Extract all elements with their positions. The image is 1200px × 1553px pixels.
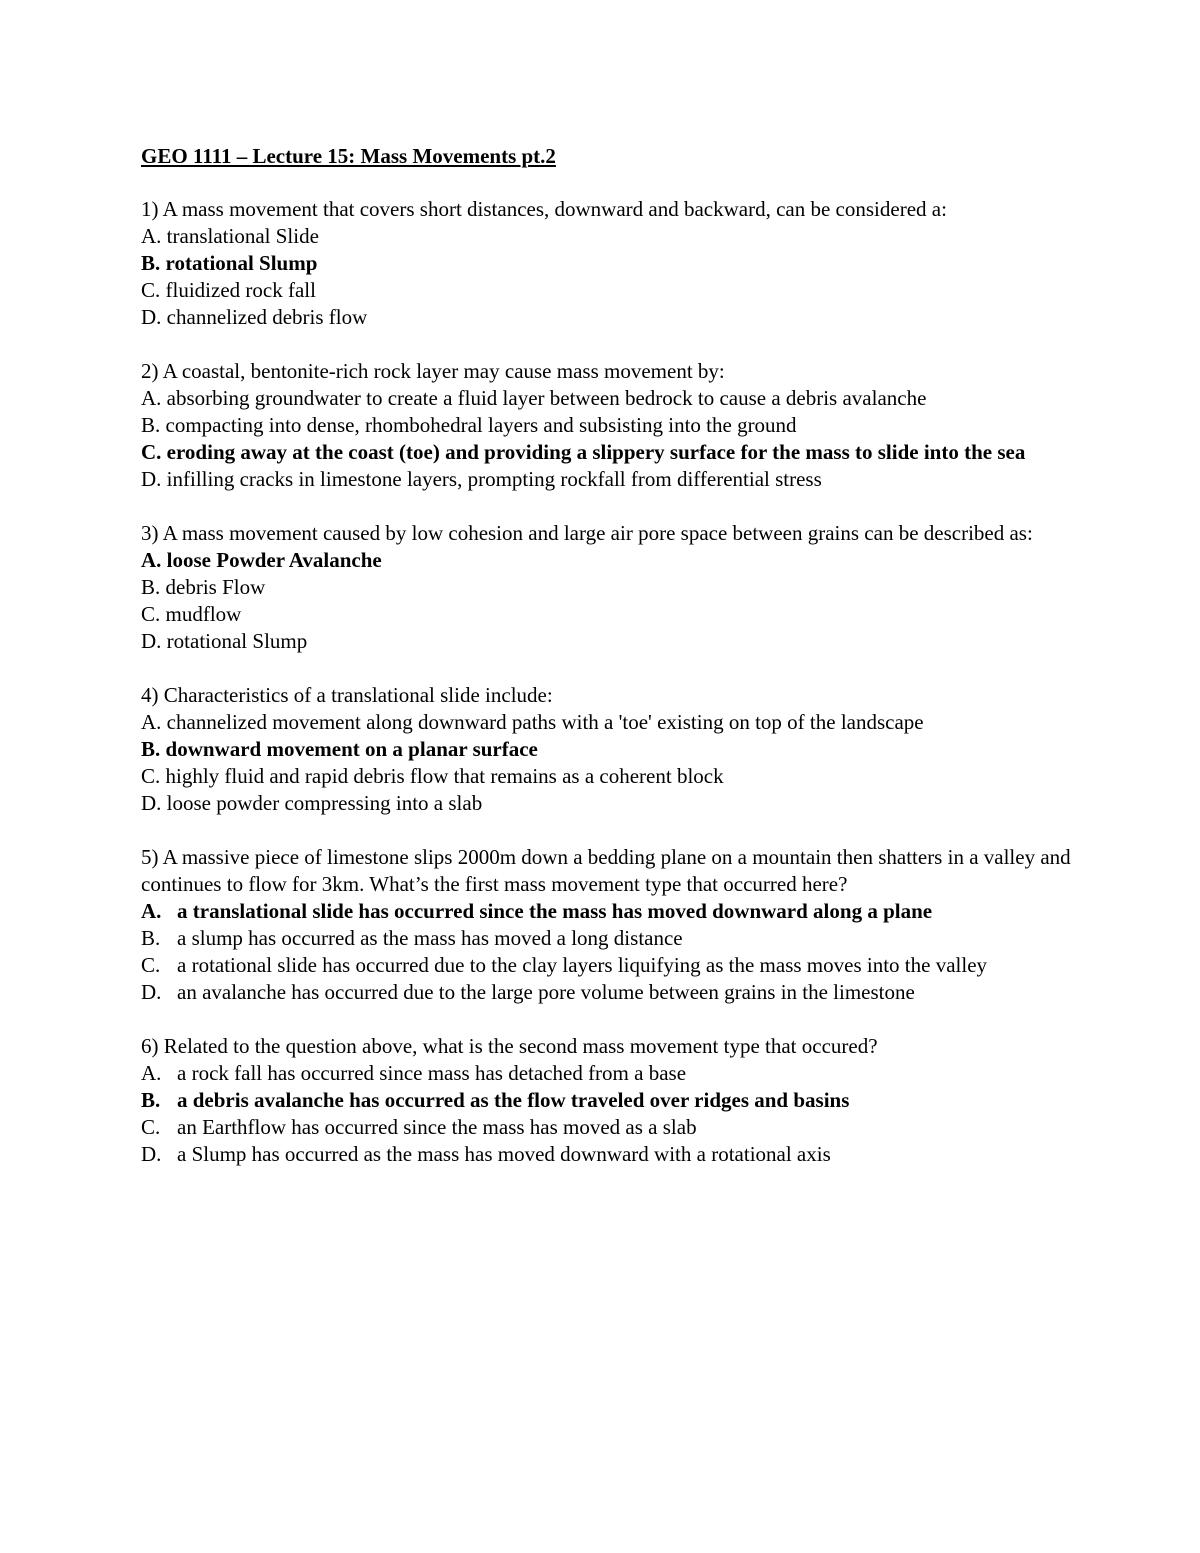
answer-option-b [141,574,1101,601]
option-text: a rotational slide has occurred due to the clay layers liquifying as the mass moves into the valley [177,953,988,977]
answer-option-b [141,412,1101,439]
option-text: rotational Slump [166,629,308,653]
option-letter: A. [141,710,162,734]
option-letter: B. [141,1088,161,1112]
answer-option-b-correct [141,250,1101,277]
answer-option-c [141,277,1101,304]
question-stem: 1) A mass movement that covers short distances, downward and backward, can be considered a: [141,197,947,221]
option-letter: B. [141,926,161,950]
question-stem: 3) A mass movement caused by low cohesion and large air pore space between grains can be described as: [141,521,1033,545]
question-6 [141,1033,1101,1168]
question-4 [141,682,1101,817]
answer-option-d [141,979,1101,1006]
option-text: loose Powder Avalanche [166,548,382,572]
option-text: infilling cracks in limestone layers, prompting rockfall from differential stress [166,467,822,491]
option-letter: A. [141,899,162,923]
answer-option-a-correct [141,547,1101,574]
option-letter: D. [141,467,162,491]
option-text: loose powder compressing into a slab [166,791,483,815]
question-stem: 5) A massive piece of limestone slips 2000m down a bedding plane on a mountain then shatters in a valley and continues to flow for 3km. What’s the first mass movement type that occurred here? [141,845,1071,896]
answer-option-c [141,763,1101,790]
answer-option-d [141,790,1101,817]
option-text: fluidized rock fall [165,278,316,302]
document-page [141,143,1101,1195]
option-letter: A. [141,386,162,410]
answer-option-c-correct [141,439,1101,466]
option-text: an avalanche has occurred due to the large pore volume between grains in the limestone [177,980,915,1004]
option-text: an Earthflow has occurred since the mass has moved as a slab [177,1115,697,1139]
option-text: highly fluid and rapid debris flow that remains as a coherent block [165,764,724,788]
answer-option-a [141,709,1101,736]
answer-option-c [141,601,1101,628]
option-letter: D. [141,1142,162,1166]
option-letter: C. [141,602,161,626]
option-letter: C. [141,764,161,788]
option-text: a debris avalanche has occurred as the flow traveled over ridges and basins [177,1088,850,1112]
option-text: absorbing groundwater to create a fluid layer between bedrock to cause a debris avalanche [166,386,927,410]
option-letter: D. [141,791,162,815]
question-stem: 4) Characteristics of a translational slide include: [141,683,553,707]
option-letter: C. [141,440,162,464]
question-2 [141,358,1101,493]
answer-option-d [141,304,1101,331]
question-3 [141,520,1101,655]
option-text: a Slump has occurred as the mass has moved downward with a rotational axis [177,1142,831,1166]
answer-option-a [141,385,1101,412]
option-letter: B. [141,737,161,761]
answer-option-b-correct [141,736,1101,763]
option-text: compacting into dense, rhombohedral layers and subsisting into the ground [165,413,797,437]
answer-option-b [141,925,1101,952]
answer-option-a-correct [141,898,1101,925]
option-text: eroding away at the coast (toe) and providing a slippery surface for the mass to slide into the sea [166,440,1026,464]
answer-option-c [141,952,1101,979]
option-letter: B. [141,575,161,599]
option-letter: A. [141,1061,162,1085]
option-letter: D. [141,980,162,1004]
question-5 [141,844,1101,1006]
option-text: rotational Slump [165,251,318,275]
option-letter: B. [141,251,161,275]
option-letter: C. [141,278,161,302]
option-letter: A. [141,224,162,248]
document-title: GEO 1111 – Lecture 15: Mass Movements pt.2 [141,144,556,168]
option-text: a translational slide has occurred since the mass has moved downward along a plane [177,899,933,923]
option-letter: D. [141,629,162,653]
option-letter: A. [141,548,162,572]
answer-option-d [141,466,1101,493]
question-stem: 6) Related to the question above, what is the second mass movement type that occured? [141,1034,878,1058]
option-letter: D. [141,305,162,329]
option-text: debris Flow [165,575,266,599]
question-stem: 2) A coastal, bentonite-rich rock layer may cause mass movement by: [141,359,725,383]
option-text: a rock fall has occurred since mass has detached from a base [177,1061,687,1085]
answer-option-a [141,223,1101,250]
option-text: a slump has occurred as the mass has moved a long distance [177,926,683,950]
question-1 [141,196,1101,331]
option-letter: C. [141,1115,161,1139]
option-text: mudflow [165,602,242,626]
option-text: translational Slide [166,224,319,248]
option-text: channelized movement along downward paths with a 'toe' existing on top of the landscape [166,710,924,734]
option-letter: B. [141,413,161,437]
option-text: downward movement on a planar surface [165,737,538,761]
option-text: channelized debris flow [166,305,368,329]
option-letter: C. [141,953,161,977]
answer-option-d [141,628,1101,655]
answer-option-a [141,1060,1101,1087]
answer-option-d [141,1141,1101,1168]
answer-option-b-correct [141,1087,1101,1114]
answer-option-c [141,1114,1101,1141]
